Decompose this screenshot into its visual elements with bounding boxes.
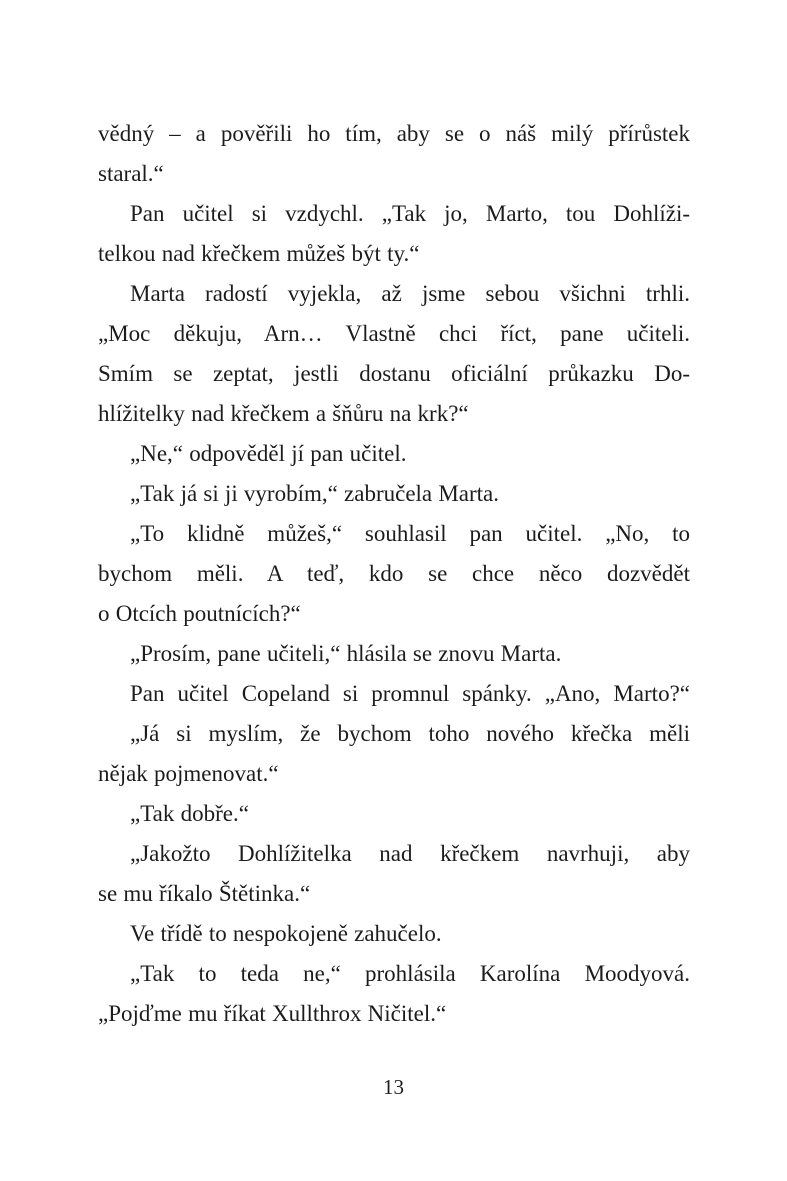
- paragraph: [98, 434, 690, 474]
- text-line: „Jakožto Dohlížitelka nad křečkem navrhuji, aby: [130, 841, 690, 866]
- text-line: o Otcích poutnících?“: [98, 601, 301, 626]
- text-line: Ve třídě to nespokojeně zahučelo.: [130, 921, 442, 946]
- paragraph: [98, 954, 690, 1034]
- text-line: Marta radostí vyjekla, až jsme sebou všichni trhli.: [130, 281, 690, 306]
- text-line: vědný – a pověřili ho tím, aby se o náš milý přírůstek: [98, 121, 690, 146]
- page-number: 13: [383, 1075, 404, 1099]
- text-line: Pan učitel Copeland si promnul spánky. „Ano, Marto?“: [130, 681, 690, 706]
- text-line: Smím se zeptat, jestli dostanu oficiální průkazku Do-: [98, 361, 690, 386]
- text-line: staral.“: [98, 161, 164, 186]
- text-line: „To klidně můžeš,“ souhlasil pan učitel. „No, to: [130, 521, 690, 546]
- text-line: telkou nad křečkem můžeš být ty.“: [98, 241, 420, 266]
- text-line: „Prosím, pane učiteli,“ hlásila se znovu Marta.: [130, 641, 562, 666]
- text-line: „Tak já si ji vyrobím,“ zabručela Marta.: [130, 481, 499, 506]
- text-line: se mu říkalo Štětinka.“: [98, 881, 311, 906]
- paragraph: [98, 794, 690, 834]
- text-line: bychom měli. A teď, kdo se chce něco dozvědět: [98, 561, 690, 586]
- text-line: „Tak dobře.“: [130, 801, 249, 826]
- paragraph: [98, 194, 690, 274]
- paragraph: [98, 634, 690, 674]
- paragraph: [98, 834, 690, 914]
- body-text: [98, 114, 690, 1034]
- paragraph: [98, 114, 690, 194]
- paragraph: [98, 914, 690, 954]
- text-line: „Pojďme mu říkat Xullthrox Ničitel.“: [98, 1001, 447, 1026]
- text-line: „Moc děkuju, Arn… Vlastně chci říct, pane učiteli.: [98, 321, 690, 346]
- text-line: „Já si myslím, že bychom toho nového křečka měli: [130, 721, 690, 746]
- text-line: Pan učitel si vzdychl. „Tak jo, Marto, tou Dohlíži-: [130, 201, 690, 226]
- text-line: hlížitelky nad křečkem a šňůru na krk?“: [98, 401, 469, 426]
- paragraph: [98, 514, 690, 634]
- text-line: nějak pojmenovat.“: [98, 761, 279, 786]
- paragraph: [98, 714, 690, 794]
- text-line: „Tak to teda ne,“ prohlásila Karolína Moodyová.: [130, 961, 690, 986]
- paragraph: [98, 474, 690, 514]
- paragraph: [98, 674, 690, 714]
- text-line: „Ne,“ odpověděl jí pan učitel.: [130, 441, 407, 466]
- paragraph: [98, 274, 690, 434]
